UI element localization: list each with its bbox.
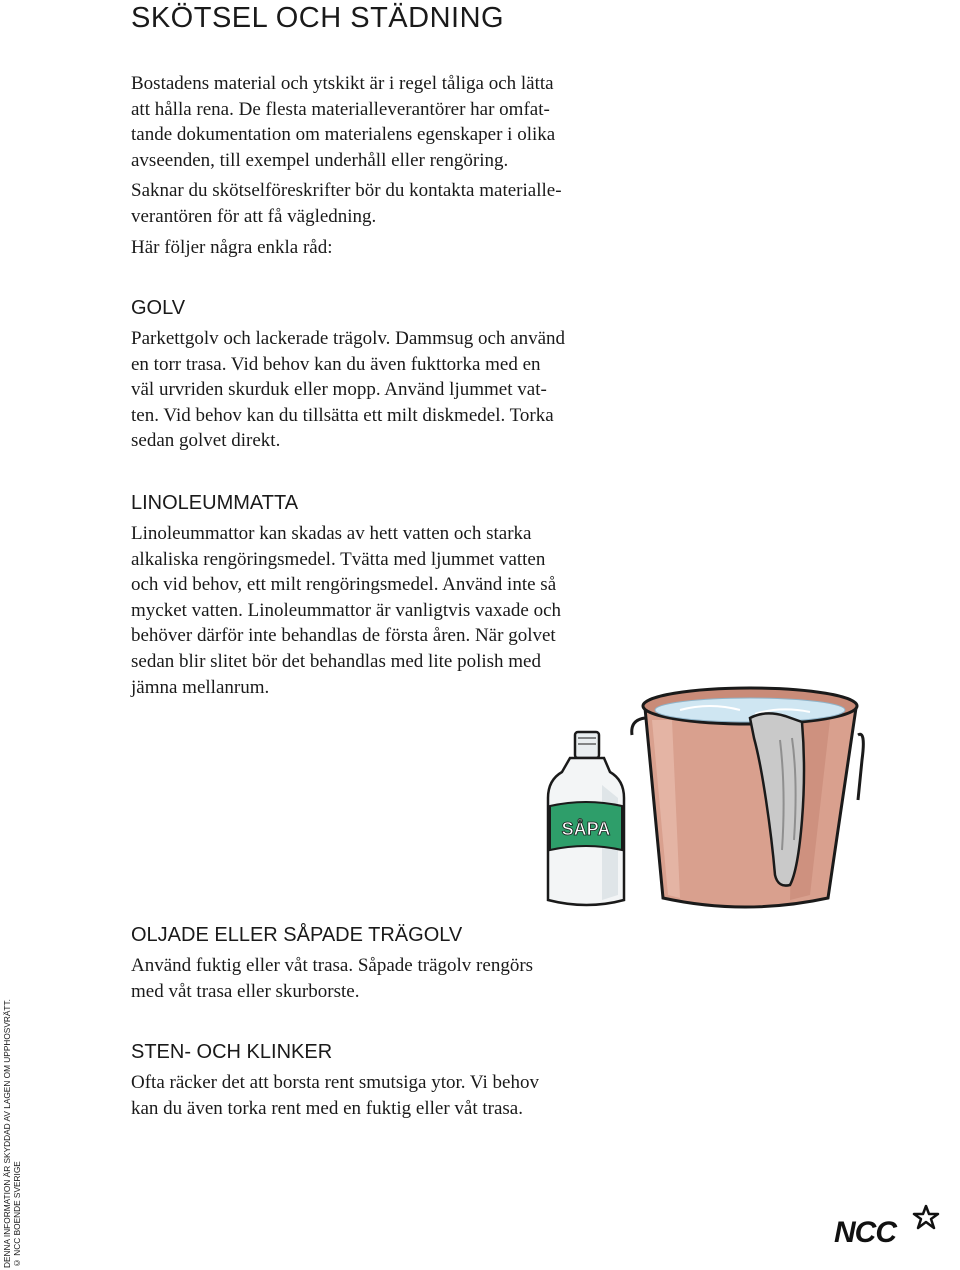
text-line: med våt trasa eller skurborste. bbox=[131, 980, 360, 1002]
star-icon bbox=[914, 1206, 938, 1228]
text-line: jämna mellanrum. bbox=[131, 676, 270, 698]
text-line: verantören för att få vägledning. bbox=[131, 205, 377, 227]
section-heading-sten: STEN- OCH KLINKER bbox=[131, 1041, 333, 1063]
text-line: sedan golvet direkt. bbox=[131, 430, 281, 452]
ncc-logo-text: NCC bbox=[834, 1216, 896, 1249]
section-body-oljade bbox=[131, 953, 631, 1004]
text-line: Här följer några enkla råd: bbox=[131, 237, 333, 258]
page-title: SKÖTSEL OCH STÄDNING bbox=[131, 2, 505, 34]
intro-paragraph-2 bbox=[131, 178, 631, 229]
bucket-handle-left bbox=[632, 718, 645, 735]
text-line: väl urvriden skurduk eller mopp. Använd ljummet vat- bbox=[131, 379, 547, 401]
bottle-label-text: SÅPA bbox=[561, 819, 611, 839]
section-body-linoleum bbox=[131, 521, 631, 700]
section-body-golv bbox=[131, 326, 631, 454]
text-line: behöver därför inte behandlas de första åren. När golvet bbox=[131, 625, 556, 647]
section-heading-oljade: OLJADE ELLER SÅPADE TRÄGOLV bbox=[131, 924, 463, 946]
text-line: kan du även torka rent med en fuktig eller våt trasa. bbox=[131, 1097, 523, 1119]
text-line: Parkettgolv och lackerade trägolv. Dammsug och använd bbox=[131, 328, 566, 349]
text-line: och vid behov, ett milt rengöringsmedel. Använd inte så bbox=[131, 574, 557, 596]
text-line: att hålla rena. De flesta materialleverantörer har omfat- bbox=[131, 98, 550, 120]
text-line: alkaliska rengöringsmedel. Tvätta med ljummet vatten bbox=[131, 548, 546, 570]
text-line: Använd fuktig eller våt trasa. Såpade trägolv rengörs bbox=[131, 955, 534, 976]
text-line: en torr trasa. Vid behov kan du även fukttorka med en bbox=[131, 353, 541, 375]
text-line: avseenden, till exempel underhåll eller rengöring. bbox=[131, 149, 509, 171]
text-line: Bostadens material och ytskikt är i regel tåliga och lätta bbox=[131, 73, 554, 94]
intro-paragraph-1 bbox=[131, 71, 631, 173]
copyright-line-1: DENNA INFORMATION ÄR SKYDDAD AV LAGEN OM UPPHOSVRÄTT. bbox=[2, 999, 12, 1268]
text-line: mycket vatten. Linoleummattor är vanligtvis vaxade och bbox=[131, 599, 562, 621]
text-line: Linoleummattor kan skadas av hett vatten och starka bbox=[131, 523, 532, 544]
bucket-handle-right bbox=[858, 734, 863, 800]
text-line: ten. Vid behov kan du tillsätta ett milt diskmedel. Torka bbox=[131, 404, 554, 426]
bucket-and-soap-illustration bbox=[540, 680, 880, 910]
text-line: tande dokumentation om materialens egenskaper i olika bbox=[131, 124, 556, 146]
section-heading-golv: GOLV bbox=[131, 297, 186, 319]
intro-paragraph-3 bbox=[131, 235, 631, 261]
bottle-cap bbox=[575, 732, 599, 758]
section-body-sten bbox=[131, 1070, 631, 1121]
text-line: sedan blir slitet bör det behandlas med lite polish med bbox=[131, 650, 541, 672]
text-line: Ofta räcker det att borsta rent smutsiga ytor. Vi behov bbox=[131, 1072, 539, 1093]
text-line: Saknar du skötselföreskrifter bör du kontakta materialle- bbox=[131, 180, 562, 201]
section-heading-linoleum: LINOLEUMMATTA bbox=[131, 492, 299, 514]
ncc-logo bbox=[832, 1200, 942, 1250]
copyright-note bbox=[0, 968, 28, 1268]
copyright-line-2: © NCC BOENDE SVERIGE bbox=[12, 1161, 22, 1268]
